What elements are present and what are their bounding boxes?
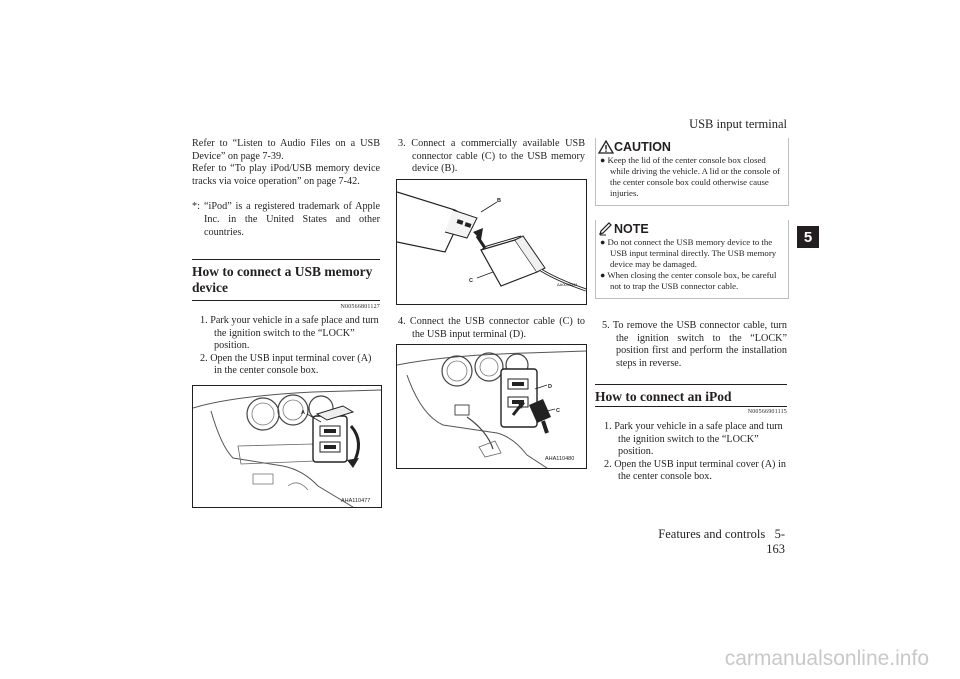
ref-2: Refer to “To play iPod/USB memory device tracks via voice operation” on page 7-42. — [192, 163, 380, 187]
footnote — [192, 201, 380, 239]
bullet-icon: ● — [600, 237, 608, 247]
figure-usb-cable — [396, 179, 587, 305]
label-d: D — [548, 384, 552, 390]
caution-item — [600, 155, 784, 199]
note-item-text: When closing the center console box, be careful not to trap the USB connector cable. — [607, 270, 777, 291]
note-item — [600, 237, 784, 270]
console-illustration — [193, 386, 381, 507]
label-a: A — [301, 410, 305, 416]
ref-1: Refer to “Listen to Audio Files on a USB Device” on page 7-39. — [192, 138, 380, 162]
label-c: C — [469, 278, 473, 284]
note-item-text: Do not connect the USB memory device to the USB input terminal directly. The USB memory device may be damaged. — [607, 237, 777, 269]
footer-label: Features and controls — [658, 527, 766, 541]
figure-console-cover — [192, 385, 382, 508]
chapter-tab: 5 — [797, 226, 819, 248]
heading-rule — [595, 406, 787, 407]
step-2: 2. Open the USB input terminal cover (A) in the center console box. — [200, 352, 372, 377]
step-2: 2. Open the USB input terminal cover (A) in the center console box. — [604, 458, 786, 483]
note-pencil-icon — [598, 222, 614, 236]
section-title: USB input terminal — [689, 117, 787, 131]
step-4: 4. Connect the USB connector cable (C) to the USB input terminal (D). — [398, 316, 585, 340]
step-5: 5. To remove the USB connector cable, turn the ignition switch to the “LOCK” position first and perform the installation steps in reverse. — [602, 320, 787, 369]
step-1: 1. Park your vehicle in a safe place and turn the ignition switch to the “LOCK” position. — [604, 421, 783, 458]
step-1: 1. Park your vehicle in a safe place and turn the ignition switch to the “LOCK” position. — [200, 315, 379, 352]
note-box — [595, 220, 789, 299]
section-heading-usb: How to connect a USB memory device — [192, 259, 380, 301]
step-3: 3. Connect a commercially available USB connector cable (C) to the USB memory device (B). — [398, 138, 585, 175]
note-title: NOTE — [614, 221, 649, 236]
warning-triangle-icon — [598, 140, 614, 154]
usb-device-illustration — [397, 180, 586, 304]
terminal-illustration — [397, 345, 586, 468]
section-heading-ipod: How to connect an iPod — [595, 384, 787, 405]
caution-header — [596, 138, 788, 155]
caution-body — [596, 155, 788, 205]
figure-caption: AA0099451 — [557, 282, 578, 287]
step-5-block — [602, 320, 787, 370]
caution-title: CAUTION — [614, 139, 671, 154]
caution-item-text: Keep the lid of the center console box closed while driving the vehicle. A lid or the console of the center console box could otherwise cause injuries. — [607, 155, 781, 198]
step-4-block — [398, 316, 585, 341]
label-c: C — [556, 408, 560, 414]
figure-caption: AHA110480 — [545, 456, 575, 462]
column-1 — [192, 138, 380, 239]
section-code-usb: N00566801127 — [340, 304, 380, 310]
figure-caption: AHA110477 — [341, 498, 371, 504]
note-item — [600, 270, 784, 292]
caution-box — [595, 138, 789, 206]
step-3-block — [398, 138, 585, 176]
usb-steps — [200, 315, 380, 378]
watermark: carmanualsonline.info — [724, 647, 929, 670]
figure-usb-terminal — [396, 344, 587, 469]
page-number: 5-163 — [766, 527, 785, 556]
section-code-ipod: N00566901115 — [747, 409, 787, 415]
page-footer — [640, 527, 785, 557]
ipod-steps — [604, 421, 787, 484]
note-body — [596, 237, 788, 298]
bullet-icon: ● — [600, 270, 608, 280]
footnote-text: “iPod” is a registered trademark of Apple Inc. in the United States and other countries. — [204, 201, 380, 238]
label-b: B — [497, 198, 501, 204]
bullet-icon: ● — [600, 155, 608, 165]
footnote-mark: *: — [192, 201, 200, 213]
note-header — [596, 220, 788, 237]
